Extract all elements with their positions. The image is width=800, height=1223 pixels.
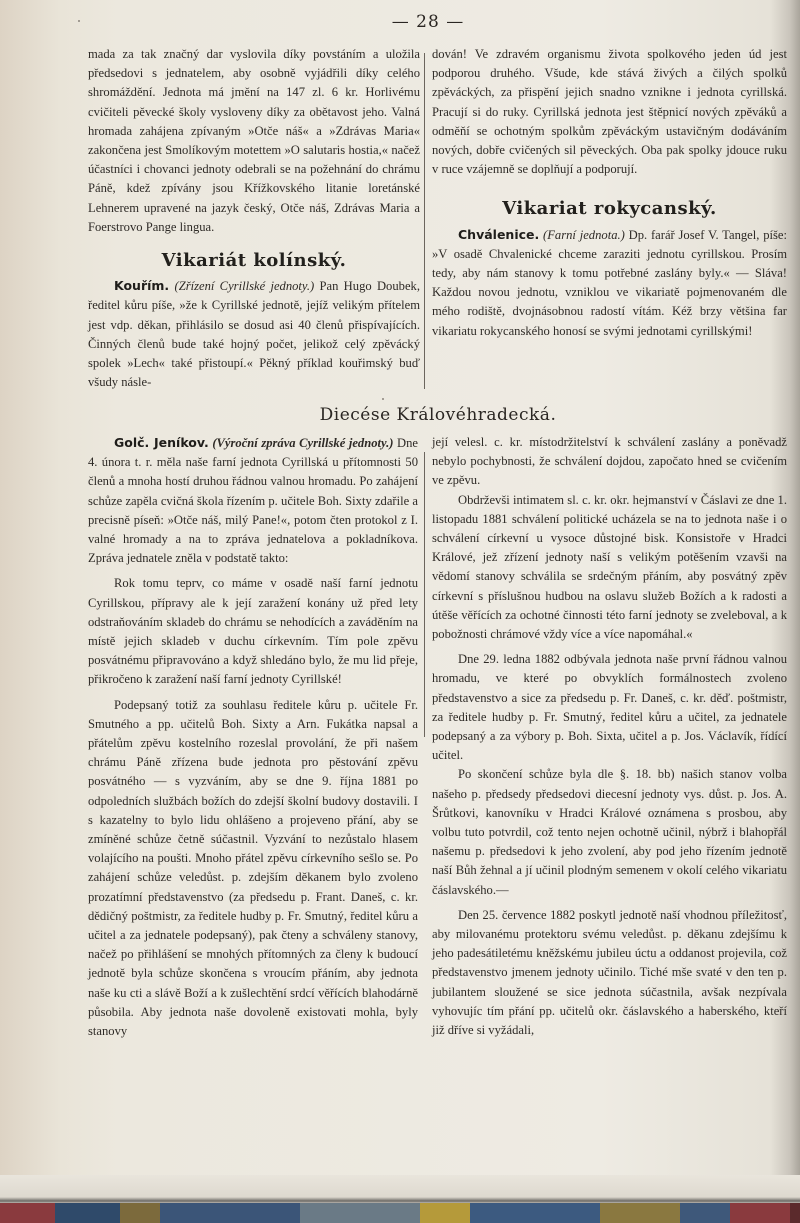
entry-subtitle: (Zřízení Cyrillské jednoty.)	[174, 279, 315, 294]
diocese-heading: Diecése Královéhradecká.	[319, 405, 557, 425]
continuation-paragraph: její velesl. c. kr. místodržitelství k schválení zaslány a poněvadž nebylo pochybnosti, že schválení dojdou, započato hned se cvičením ve zpěvu.	[432, 435, 787, 488]
bottom-left-column	[88, 433, 418, 1041]
entry-place: Kouřím.	[114, 278, 170, 294]
entry-text: Dp. farář Josef V. Tangel, píše: »V osadě Chvalenické chceme zaraziti jednotu cyrillskou. Prosím tedy, aby nám stanovy k tomu potřebné zaslány byly.« — Sláva! Každou novou jednotu, vzniklou ve vikariatě pojmenovaném dle mého rodiště, dvojnásobnou radostí vítám. Kéž brzy většina far vikariatu rokycanského honosí se svými jednotami cyrillskými!	[432, 227, 787, 338]
entry-place: Chválenice.	[458, 226, 540, 242]
continuation-paragraph: mada za tak značný dar vyslovila díky povstáním a uložila předsedovi s jednatelem, aby osobně vyjádřili díky celého shromáždění. Jednota má jmění na 147 zl. 6 kr. Horlivému cvičiteli pěvecké školy vysloveny díky za obětavost jeho. Valná hromada zahájena zpívaným »Otče náš« a »Zdrávas Maria« zakončena jest Smolíkovým motettem »O salutaris hostia,« načež účastníci i chovanci jednoty odebrali se na požehnání do chrámu Páně, kdež zpívány jsou Křížkovského litanie loretánské Lehnerem upravené na jazyk český, Otče náš, Zdrávas Maria a Foerstrovo Pange lingua.	[88, 47, 420, 234]
paper-speck	[382, 398, 384, 400]
report-paragraph: Podepsaný totiž za souhlasu ředitele kůru p. učitele Fr. Smutného a pp. učitelů Boh. Sixty a Arn. Fukátka napsal a přátelům zpěvu kostelního rozeslal provolání, že při našem chrámu Páně zřízena bude jednota pro pěstování zpěvu posvátného — s vyzváním, aby se dne 9. října 1881 po odpoledních službách božích do zdejší školní budovy dostavili. I s kazatelny to bylo lidu ohlášeno a projeveno přání, aby se zmíněné schůze četně súčastnil. Vyzvání to nezůstalo hlasem volajícího na poušti. Mnoho přátel zpěvu církevního sešlo se. Po zahájení schůze veledůst. p. zdejším děkanem bylo zvoleno prozatímní představenstvo (za předsedu p. Frant. Daneš, c. kr. dědičný poštmistr, za ředitele hudby p. Fr. Smutný, ředitel kůru a učitel a za jednatele podepsaný), pak čteny a schváleny stanovy, načež po přihlášení se mnohých přítomných za členy k budoucí jednotě byla schůze skončena s vroucím přáním, aby jednota naše ku cti a slávě Boží a k zušlechtění srdcí věřících blahodárně působila. Aby jednota naše dovoleně existovati mohla, byly stanovy	[88, 697, 418, 1039]
report-paragraph: Dne 29. ledna 1882 odbývala jednota naše první řádnou valnou hromadu, ve které po obvyklích formálnostech zvoleno představenstvo a sice za předsedu p. Fr. Daneš, c. kr. děď. poštmistr, za ředitele hudby p. Fr. Smutný, ředitel kůru a učitel, za jednatele podepsaný a za výbory p. Boh. Sixta, učitel a p. Jos. Václavík, řídící učitel.	[432, 652, 787, 763]
section-heading-kolinsky: Vikariát kolínský.	[161, 250, 347, 272]
entry-kourim	[88, 276, 420, 392]
page-bottom-edge	[0, 1175, 800, 1203]
entry-subtitle: (Výroční zpráva Cyrillské jednoty.)	[212, 436, 394, 450]
report-paragraph: Den 25. července 1882 poskytl jednotě naší vhodnou příležitosť, aby milovanému protektoru svému veledůst. p. děkanu zdejšímu k jeho padesátiletému kněžskému jubileu úctu a oddanost projevila, což představenstvo jmenem jednoty učinilo. Tiché mše svaté v den ten p. jubilantem sloužené se sice jednota súčastnila, avšak nezpívala vyhovujíc tím přání pp. učitelů okr. čáslavského a haberského, kteří již dříve si vyžádali,	[432, 907, 787, 1038]
entry-chvalenice	[432, 225, 787, 341]
top-left-column	[88, 45, 420, 392]
entry-subtitle: (Farní jednota.)	[543, 227, 625, 242]
report-paragraph: Po skončení schůze byla dle §. 18. bb) našich stanov volba našeho p. předsedy předsedovi diecesní jednoty vys. důst. p. Jos. A. Šrůtkovi, kanovníku v Hradci Králové oznámena s prosbou, aby volbu tuto potvrdil, což tento nejen ochotně učinil, nýbrž i blahopřál našemu p. předsedovi k jeho zvolení, aby pod jeho řízením jednotě naší Bůh žehnal a jí učinil plodným semenem v okolí celého vikariatu čáslavského.—	[432, 767, 787, 897]
top-right-column	[432, 45, 787, 341]
column-divider-top	[424, 53, 425, 389]
entry-golc-jenikov	[88, 433, 418, 568]
entry-place: Golč. Jeníkov.	[114, 435, 209, 450]
paper-speck	[78, 20, 80, 22]
entry-text: Dne 4. února t. r. měla naše farní jednota Cyrillská u přítomnosti 50 členů a mnoha hostí druhou řádnou valnou hromadu. Po zahájení schůze zapěla cvičná škola řízením p. učitele Boh. Sixty zdařile a precisně píseň: »Otče náš, milý Pane!«, potom čten protokol z I. valné hromady a na to zpráva jednatelova a pokladníkova. Zpráva jednatele zněla v podstatě takto:	[88, 436, 418, 566]
bottom-right-column	[432, 433, 787, 1040]
marbled-cover-edge	[0, 1203, 800, 1223]
entry-text: Pan Hugo Doubek, ředitel kůru píše, »že k Cyrillské jednotě, jejíž velikým přítelem jest vdp. děkan, přihlásilo se dosud asi 40 členů přispívajících. Činných členů bude také hojný počet, jelikož celý zpěvácký spolek »Lech« také přistoupí.« Pěkný příklad kouřimský buď všudy násle-	[88, 279, 420, 390]
section-heading-rokycansky: Vikariat rokycanský.	[502, 198, 717, 220]
report-paragraph: Rok tomu teprv, co máme v osadě naší farní jednotu Cyrillskou, přípravy ale k její zaražení konány už před lety odstraňováním skladeb do chrámu se nehodících a zaváděním na místě jejich skladeb v duchu církevním. Tím pole zpěvu posvátnému připravováno a když shledáno bylo, že mu lid přeje, přikročeno k zaražení naší farní jednoty Cyrillské!	[88, 576, 418, 687]
column-divider-bottom	[424, 452, 425, 737]
page-number: — 28 —	[391, 12, 465, 32]
report-paragraph: Obdrževši intimatem sl. c. kr. okr. hejmanství v Čáslavi ze dne 1. listopadu 1881 schválení politické ucházela se na to jednota naše i o schválení církevní u vysoce důstojné bisk. Konsistoře v Hradci Králové, jež zřízení jednoty naší s velikým potěšením vzavši na vědomí stanovy schválila se srdečným přáním, aby posvátný zpěv církevní s příslušnou hudbou na oslavu služeb Božích a k radosti a útěše věřících za ochotné činnosti této farní jednoty se zveleboval, a k pobožnosti chrámové vždy více a více napomáhal.«	[432, 492, 787, 642]
continuation-paragraph: dován! Ve zdravém organismu života spolkového jeden úd jest podporou druhého. Všude, kde stává živých a čilých spolků zpěváckých, za přispění jejich snadno vznikne i jednota cyrillská. Pracují si do ruky. Cyrillská jednota jest štěpnicí nových zpěváků a odměňí se ochotným spolkům zpěváckým ustavičným dodáváním nových, dobře cvičených sil pěveckých. Oba pak spolky jdouce ruku v ruce vzájemně se doplňují a podporují.	[432, 47, 787, 177]
